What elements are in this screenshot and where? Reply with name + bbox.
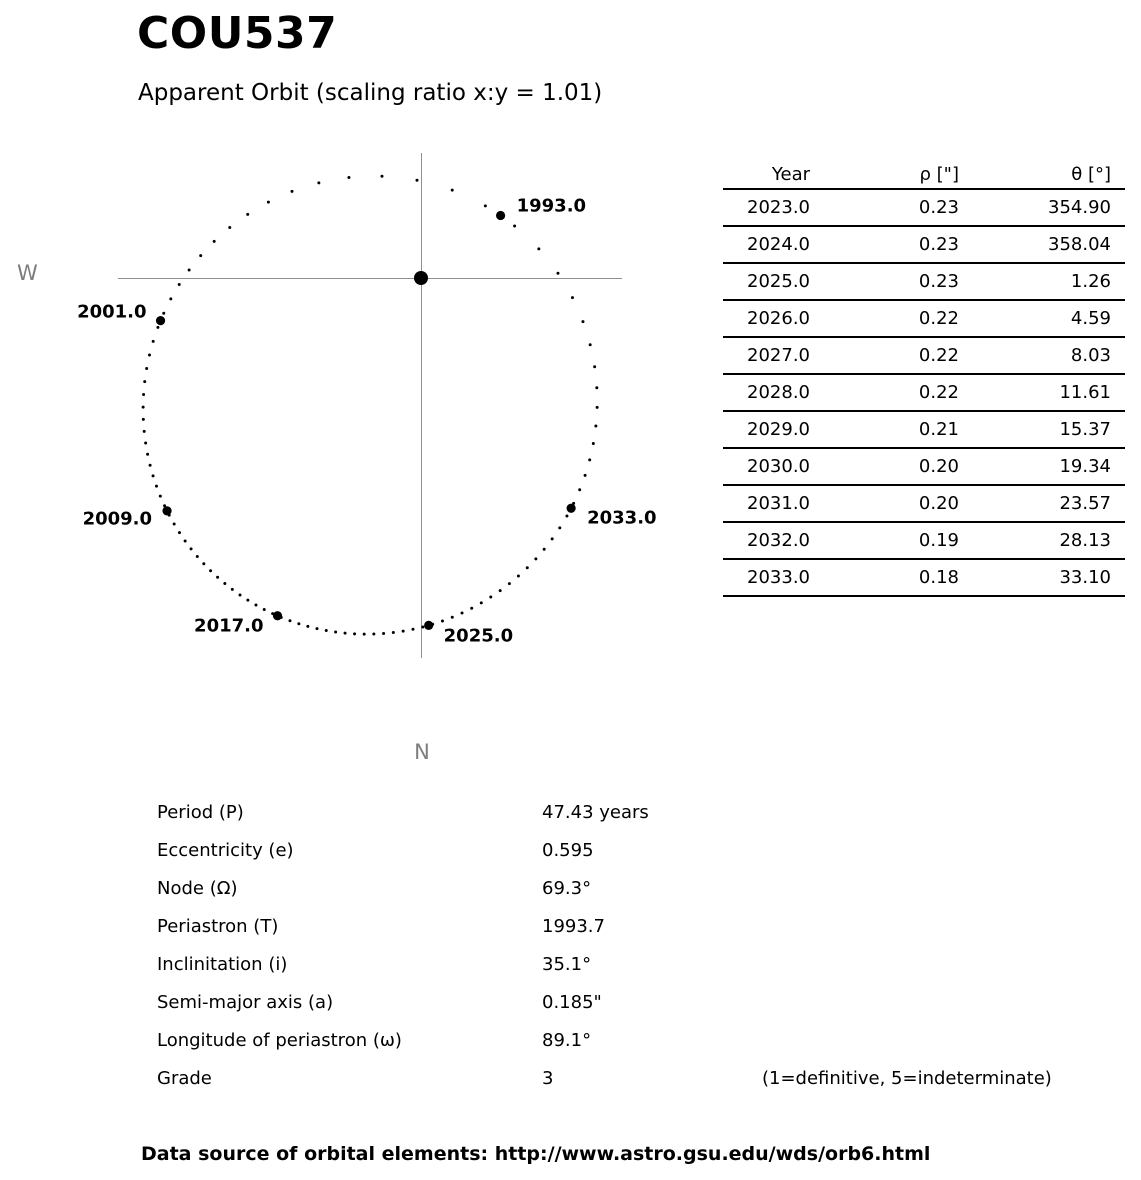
orbit-dot xyxy=(263,608,266,611)
orbit-dot xyxy=(595,386,598,389)
orbit-dot xyxy=(589,343,592,346)
column-header-1: ρ ["] xyxy=(810,161,959,189)
orbit-dot xyxy=(297,622,300,625)
data-source-note: Data source of orbital elements: http://www.astro.gsu.edu/wds/orb6.html xyxy=(141,1143,931,1165)
orbit-dot xyxy=(267,201,270,204)
epoch-label-2009: 2009.0 xyxy=(82,508,153,530)
table-cell: 19.34 xyxy=(959,448,1125,485)
table-cell: 28.13 xyxy=(959,522,1125,559)
table-cell: 0.21 xyxy=(810,411,959,448)
orbit-dot xyxy=(537,247,540,250)
table-cell: 0.23 xyxy=(810,263,959,300)
table-cell: 11.61 xyxy=(959,374,1125,411)
table-cell: 0.20 xyxy=(810,448,959,485)
orbit-dot xyxy=(169,297,172,300)
orbit-dot xyxy=(594,425,597,428)
orbit-dot xyxy=(199,254,202,257)
table-cell: 0.22 xyxy=(810,337,959,374)
orbit-dot xyxy=(415,179,418,182)
orbit-dot xyxy=(143,380,146,383)
orbit-dot xyxy=(216,576,219,579)
orbit-dot xyxy=(334,631,337,634)
orbit-dot xyxy=(315,627,318,630)
primary-star-marker xyxy=(414,271,428,285)
element-row xyxy=(0,913,1141,941)
element-row xyxy=(0,989,1141,1017)
grade-note: (1=definitive, 5=indeterminate) xyxy=(762,1068,1052,1089)
table-cell: 354.90 xyxy=(959,189,1125,226)
orbit-dot xyxy=(344,632,347,635)
orbit-dot xyxy=(421,625,424,628)
table-row xyxy=(723,300,1125,337)
orbit-dot xyxy=(558,526,561,529)
table-cell: 2029.0 xyxy=(723,411,810,448)
orbit-dot xyxy=(178,531,181,534)
table-cell: 0.23 xyxy=(810,226,959,263)
orbit-dot xyxy=(480,601,483,604)
epoch-label-2001: 2001.0 xyxy=(77,301,147,323)
orbit-dot xyxy=(196,555,199,558)
table-cell: 2028.0 xyxy=(723,374,810,411)
table-cell: 2032.0 xyxy=(723,522,810,559)
orbit-dot xyxy=(461,611,464,614)
table-cell: 2023.0 xyxy=(723,189,810,226)
orbit-dot xyxy=(392,631,395,634)
orbit-dot xyxy=(517,575,520,578)
orbit-dot xyxy=(484,204,487,207)
orbit-dot xyxy=(596,406,599,409)
orbit-dot xyxy=(317,181,320,184)
table-cell: 2027.0 xyxy=(723,337,810,374)
orbit-epoch-dot xyxy=(496,211,505,220)
epoch-label-2033: 2033.0 xyxy=(587,507,657,529)
table-cell: 15.37 xyxy=(959,411,1125,448)
orbit-dot xyxy=(382,632,385,635)
orbit-dot xyxy=(213,240,216,243)
orbit-plot xyxy=(0,0,700,700)
table-row xyxy=(723,411,1125,448)
table-row xyxy=(723,522,1125,559)
orbit-dot xyxy=(543,548,546,551)
table-cell: 33.10 xyxy=(959,559,1125,596)
orbit-dot xyxy=(306,625,309,628)
table-cell: 0.23 xyxy=(810,189,959,226)
orbit-epoch-dot xyxy=(162,506,171,515)
orbit-epoch-dot xyxy=(424,621,433,630)
element-label: Longitude of periastron (ω) xyxy=(157,1030,402,1051)
orbit-dot xyxy=(143,430,146,433)
element-label: Period (P) xyxy=(157,802,244,823)
orbit-dot xyxy=(363,633,366,636)
column-header-0: Year xyxy=(723,161,810,189)
table-cell: 23.57 xyxy=(959,485,1125,522)
orbit-dot xyxy=(513,224,516,227)
orbit-dot xyxy=(584,474,587,477)
orbit-dot xyxy=(571,296,574,299)
element-value: 0.185" xyxy=(542,992,602,1013)
orbit-dot xyxy=(291,190,294,193)
element-row xyxy=(0,837,1141,865)
orbit-dot xyxy=(146,453,149,456)
epoch-label-2025: 2025.0 xyxy=(443,625,514,647)
element-value: 47.43 years xyxy=(542,802,649,823)
orbit-dot xyxy=(565,515,568,518)
table-cell: 2030.0 xyxy=(723,448,810,485)
orbit-epoch-dot xyxy=(156,316,165,325)
orbit-dot xyxy=(209,569,212,572)
west-compass-label: W xyxy=(17,261,38,285)
orbit-dot xyxy=(178,283,181,286)
orbit-dot xyxy=(534,557,537,560)
orbit-dot xyxy=(144,441,147,444)
element-value: 35.1° xyxy=(542,954,592,975)
orbit-dot xyxy=(411,628,414,631)
element-row xyxy=(0,1027,1141,1055)
element-label: Semi-major axis (a) xyxy=(157,992,334,1013)
orbit-epoch-dot xyxy=(567,504,576,513)
orbit-dot xyxy=(162,312,165,315)
orbit-dot xyxy=(288,619,291,622)
orbit-dot xyxy=(142,406,145,409)
page-title: COU537 xyxy=(137,8,338,59)
orbit-dot xyxy=(499,589,502,592)
table-row xyxy=(723,448,1125,485)
orbit-dot xyxy=(254,603,257,606)
orbit-dot xyxy=(556,272,559,275)
orbit-dot xyxy=(526,566,529,569)
element-row xyxy=(0,799,1141,827)
orbit-dot xyxy=(155,485,158,488)
table-cell: 4.59 xyxy=(959,300,1125,337)
orbit-dot xyxy=(149,464,152,467)
element-label: Periastron (T) xyxy=(157,916,279,937)
table-cell: 2031.0 xyxy=(723,485,810,522)
table-cell: 358.04 xyxy=(959,226,1125,263)
orbit-dot xyxy=(202,562,205,565)
column-header-2: θ [°] xyxy=(959,161,1125,189)
orbit-dot xyxy=(152,340,155,343)
ephemeris-header-row xyxy=(723,161,1125,189)
element-value: 1993.7 xyxy=(542,916,605,937)
orbit-dot xyxy=(142,418,145,421)
element-label: Eccentricity (e) xyxy=(157,840,294,861)
table-cell: 2024.0 xyxy=(723,226,810,263)
table-cell: 2026.0 xyxy=(723,300,810,337)
table-row xyxy=(723,189,1125,226)
table-cell: 2033.0 xyxy=(723,559,810,596)
orbit-dot xyxy=(159,495,162,498)
orbit-dot xyxy=(592,442,595,445)
ephemeris-table xyxy=(723,161,1125,597)
orbit-dot xyxy=(152,474,155,477)
element-value: 89.1° xyxy=(542,1030,592,1051)
element-value: 0.595 xyxy=(542,840,594,861)
orbit-epoch-dot xyxy=(273,611,282,620)
orbit-dot xyxy=(372,633,375,636)
table-cell: 0.22 xyxy=(810,300,959,337)
element-value: 69.3° xyxy=(542,878,592,899)
orbit-dot xyxy=(173,523,176,526)
orbit-dot xyxy=(184,539,187,542)
orbit-dot xyxy=(508,582,511,585)
north-compass-label: N xyxy=(414,740,430,764)
orbit-dot xyxy=(223,582,226,585)
table-row xyxy=(723,263,1125,300)
orbit-dot xyxy=(228,226,231,229)
orbit-dot xyxy=(347,176,350,179)
orbit-dot xyxy=(578,488,581,491)
table-cell: 8.03 xyxy=(959,337,1125,374)
element-label: Grade xyxy=(157,1068,212,1089)
orbit-dot xyxy=(231,588,234,591)
orbit-dot xyxy=(581,320,584,323)
orbit-dot xyxy=(588,458,591,461)
table-row xyxy=(723,485,1125,522)
table-row xyxy=(723,226,1125,263)
element-row xyxy=(0,1065,1141,1093)
orbit-dot xyxy=(551,537,554,540)
element-value: 3 xyxy=(542,1068,554,1089)
table-cell: 0.22 xyxy=(810,374,959,411)
orbit-dot xyxy=(156,326,159,329)
table-row xyxy=(723,374,1125,411)
epoch-label-2017: 2017.0 xyxy=(194,615,264,637)
page-subtitle: Apparent Orbit (scaling ratio x:y = 1.01) xyxy=(138,80,603,106)
orbit-dot xyxy=(470,607,473,610)
epoch-label-1993: 1993.0 xyxy=(516,195,587,217)
element-label: Inclinitation (i) xyxy=(157,954,288,975)
table-cell: 0.18 xyxy=(810,559,959,596)
element-row xyxy=(0,875,1141,903)
orbit-dot xyxy=(145,367,148,370)
table-cell: 0.19 xyxy=(810,522,959,559)
orbit-dot xyxy=(325,629,328,632)
orbit-dot xyxy=(238,593,241,596)
table-row xyxy=(723,559,1125,596)
orbit-dot xyxy=(142,393,145,396)
orbit-dot xyxy=(353,632,356,635)
element-label: Node (Ω) xyxy=(157,878,238,899)
orbit-dot xyxy=(441,619,444,622)
orbit-dot xyxy=(246,599,249,602)
table-cell: 1.26 xyxy=(959,263,1125,300)
orbit-dot xyxy=(451,189,454,192)
table-row xyxy=(723,337,1125,374)
orbit-dot xyxy=(380,175,383,178)
table-cell: 0.20 xyxy=(810,485,959,522)
element-row xyxy=(0,951,1141,979)
orbit-dot xyxy=(188,268,191,271)
orbit-dot xyxy=(246,213,249,216)
orbit-dot xyxy=(148,354,151,357)
orbit-dot xyxy=(489,596,492,599)
orbit-dot xyxy=(402,630,405,633)
orbit-dot xyxy=(190,547,193,550)
orbit-dot xyxy=(451,616,454,619)
orbit-dot xyxy=(593,365,596,368)
table-cell: 2025.0 xyxy=(723,263,810,300)
